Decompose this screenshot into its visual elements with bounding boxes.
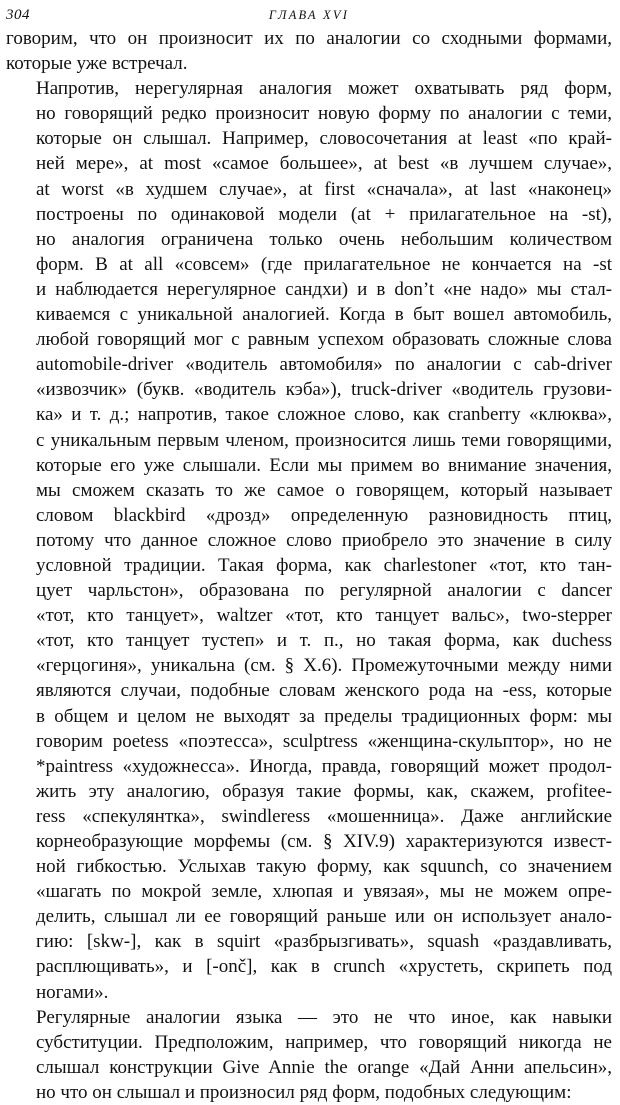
page-number: 304 — [6, 7, 30, 23]
text-line: гию: [skw-], как в squirt «разбрызгивать», squash «раздавливать, — [36, 931, 612, 953]
text-line: киваемся с уникальной аналогией. Когда в быт вошел автомобиль, — [36, 304, 612, 326]
text-line: говорим poetess «поэтесса», sculptress «женщина-скульптор», но не — [36, 730, 612, 752]
paragraph-irregular-analogy — [6, 76, 612, 1004]
text-line: Регулярные аналогии языка — это не что иное, как навыки — [36, 1006, 612, 1028]
text-line: потому что данное сложное слово приобрело это значение в силу — [36, 529, 612, 551]
text-line: *paintress «художнесса». Иногда, правда, говорящий может продол- — [36, 755, 612, 777]
text-line: ней мере», at most «самое большее», at best «в лучшем случае», — [36, 153, 612, 175]
text-line: но говорящий редко произносит новую форму по аналогии с теми, — [36, 103, 612, 125]
text-line: «извозчик» (букв. «водитель кэба»), truck-driver «водитель грузови- — [36, 379, 612, 401]
text-line: с уникальным первым членом, произносится лишь теми говорящими, — [36, 429, 612, 451]
text-line: говорим, что он произносит их по аналогии со сходными формами, — [6, 28, 612, 49]
text-line: являются случаи, подобные словам женского рода на -ess, которые — [36, 680, 612, 702]
text-line: мы сможем сказать то же самое о говорящем, который называет — [36, 479, 612, 501]
text-line: корнеобразующие морфемы (см. § XIV.9) характеризуются извест- — [36, 831, 612, 852]
running-title: ГЛАВА XVI — [268, 8, 350, 22]
page-header — [6, 4, 612, 26]
text-line: расплющивать», и [-onč], как в crunch «хрустеть, скрипеть под — [36, 956, 612, 978]
text-line: ногами». — [36, 981, 109, 1003]
text-line: делить, слышал ли ее говорящий раньше или он использует анало- — [36, 906, 612, 928]
text-line: at worst «в худшем случае», at first «сначала», at last «наконец» — [36, 178, 612, 200]
text-line: Напротив, нерегулярная аналогия может охватывать ряд форм, — [36, 78, 612, 100]
text-line: «герцогиня», уникальна (см. § X.6). Промежуточными между ними — [36, 655, 612, 677]
text-line: и наблюдается нерегулярное сандхи) и в don’t «не надо» мы стал- — [36, 278, 612, 300]
text-line: ка» и т. д.; напротив, такое сложное слово, как cranberry «клюква», — [36, 404, 612, 426]
text-line: «тот, кто танцует», waltzer «тот, кто танцует вальс», two-stepper — [36, 605, 612, 627]
text-line: субституции. Предположим, например, что говорящий никогда не — [36, 1031, 612, 1053]
text-line: которые его уже слышали. Если мы примем во внимание значения, — [36, 454, 612, 476]
text-line: форм. В at all «совсем» (где прилагательное не кончается на -st — [36, 253, 612, 275]
text-line: «шагать по мокрой земле, хлюпая и увязая», мы не можем опре- — [36, 881, 612, 903]
text-line: «тот, кто танцует тустеп» и т. п., но такая форма, как duchess — [36, 630, 612, 652]
paragraph-regular-analogies — [6, 1005, 612, 1105]
text-line: но аналогия ограничена только очень небольшим количеством — [36, 228, 612, 250]
text-line: в общем и целом не выходят за пределы традиционных форм: мы — [36, 705, 612, 727]
text-line: построены по одинаковой модели (at + прилагательное на -st), — [36, 203, 612, 225]
text-line: цует чарльстон», образована по регулярной аналогии с dancer — [36, 580, 612, 602]
text-line: жить эту аналогию, образуя такие формы, как, скажем, profitee- — [36, 780, 612, 802]
text-line: слышал конструкции Give Annie the orange «Дай Анни апельсин», — [36, 1056, 612, 1078]
text-line: которые уже встречал. — [6, 53, 188, 75]
text-line: которые он слышал. Например, словосочетания at least «по край- — [36, 128, 612, 150]
text-line: словом blackbird «дрозд» определенную разновидность птиц, — [36, 504, 612, 526]
text-line: automobile-driver «водитель автомобиля» по аналогии с cab-driver — [36, 354, 612, 376]
text-line: условной традиции. Такая форма, как charlestoner «тот, кто тан- — [36, 554, 612, 576]
text-line: но что он слышал и произносил ряд форм, подобных следующим: — [36, 1081, 572, 1103]
text-line: любой говорящий мог с равным успехом образовать сложные слова — [36, 329, 612, 351]
body-text — [6, 26, 612, 1105]
text-line: ной гибкостью. Услыхав такую форму, как squunch, со значением — [36, 856, 612, 878]
text-line: ress «спекулянтка», swindleress «мошенница». Даже английские — [36, 805, 612, 827]
paragraph-continued — [6, 26, 612, 76]
